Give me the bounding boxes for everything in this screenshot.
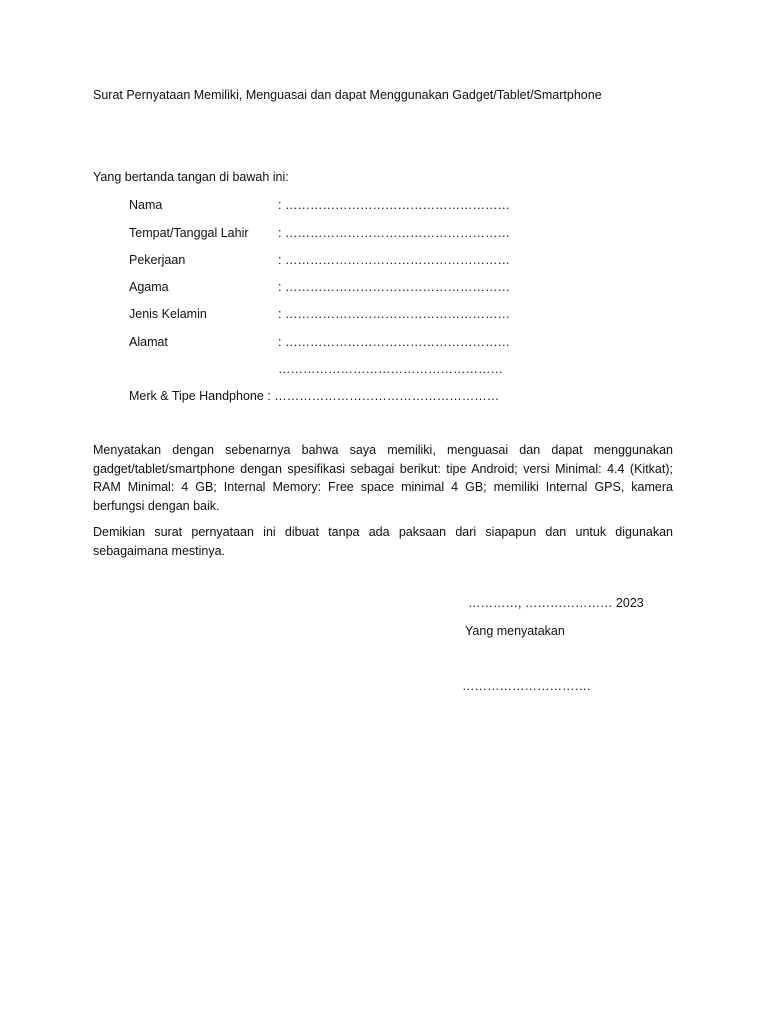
closing-paragraph: Demikian surat pernyataan ini dibuat tanpa ada paksaan dari siapapun dan untuk digunakan sebagaimana mestinya.: [93, 525, 673, 558]
field-value: : ………………………………………………: [278, 226, 510, 240]
field-value: : ………………………………………………: [278, 198, 510, 212]
signer-label: Yang menyatakan: [465, 624, 565, 638]
field-value: : ………………………………………………: [278, 335, 510, 349]
place-date-line: …………, ………………… 2023: [468, 596, 644, 610]
field-label: Pekerjaan: [129, 253, 186, 267]
field-label: Alamat: [129, 335, 168, 349]
field-value: : ………………………………………………: [278, 307, 510, 321]
intro-text: Yang bertanda tangan di bawah ini:: [93, 170, 289, 184]
statement-paragraph: Menyatakan dengan sebenarnya bahwa saya memiliki, menguasai dan dapat menggunakan gadget/tablet/smartphone dengan spesifikasi sebagai berikut: tipe Android; versi Minimal: 4.4 (Kitkat); RAM Minimal: 4 GB; Internal Memory: Free space minimal 4 GB; memiliki Internal GPS, kamera berfungsi dengan baik.: [93, 443, 673, 513]
document-title: Surat Pernyataan Memiliki, Menguasai dan dapat Menggunakan Gadget/Tablet/Smartphone: [93, 88, 602, 102]
field-label: Nama: [129, 198, 163, 212]
field-label: Jenis Kelamin: [129, 307, 207, 321]
field-value: : ………………………………………………: [278, 253, 510, 267]
signature-line: ………………………….: [462, 679, 591, 693]
alamat-continuation-line: ………………………………………………: [278, 362, 503, 376]
field-merk-tipe-handphone: Merk & Tipe Handphone : ………………………………………………: [129, 389, 500, 403]
field-label: Agama: [129, 280, 169, 294]
field-value: : ………………………………………………: [278, 280, 510, 294]
field-label: Tempat/Tanggal Lahir: [129, 226, 249, 240]
